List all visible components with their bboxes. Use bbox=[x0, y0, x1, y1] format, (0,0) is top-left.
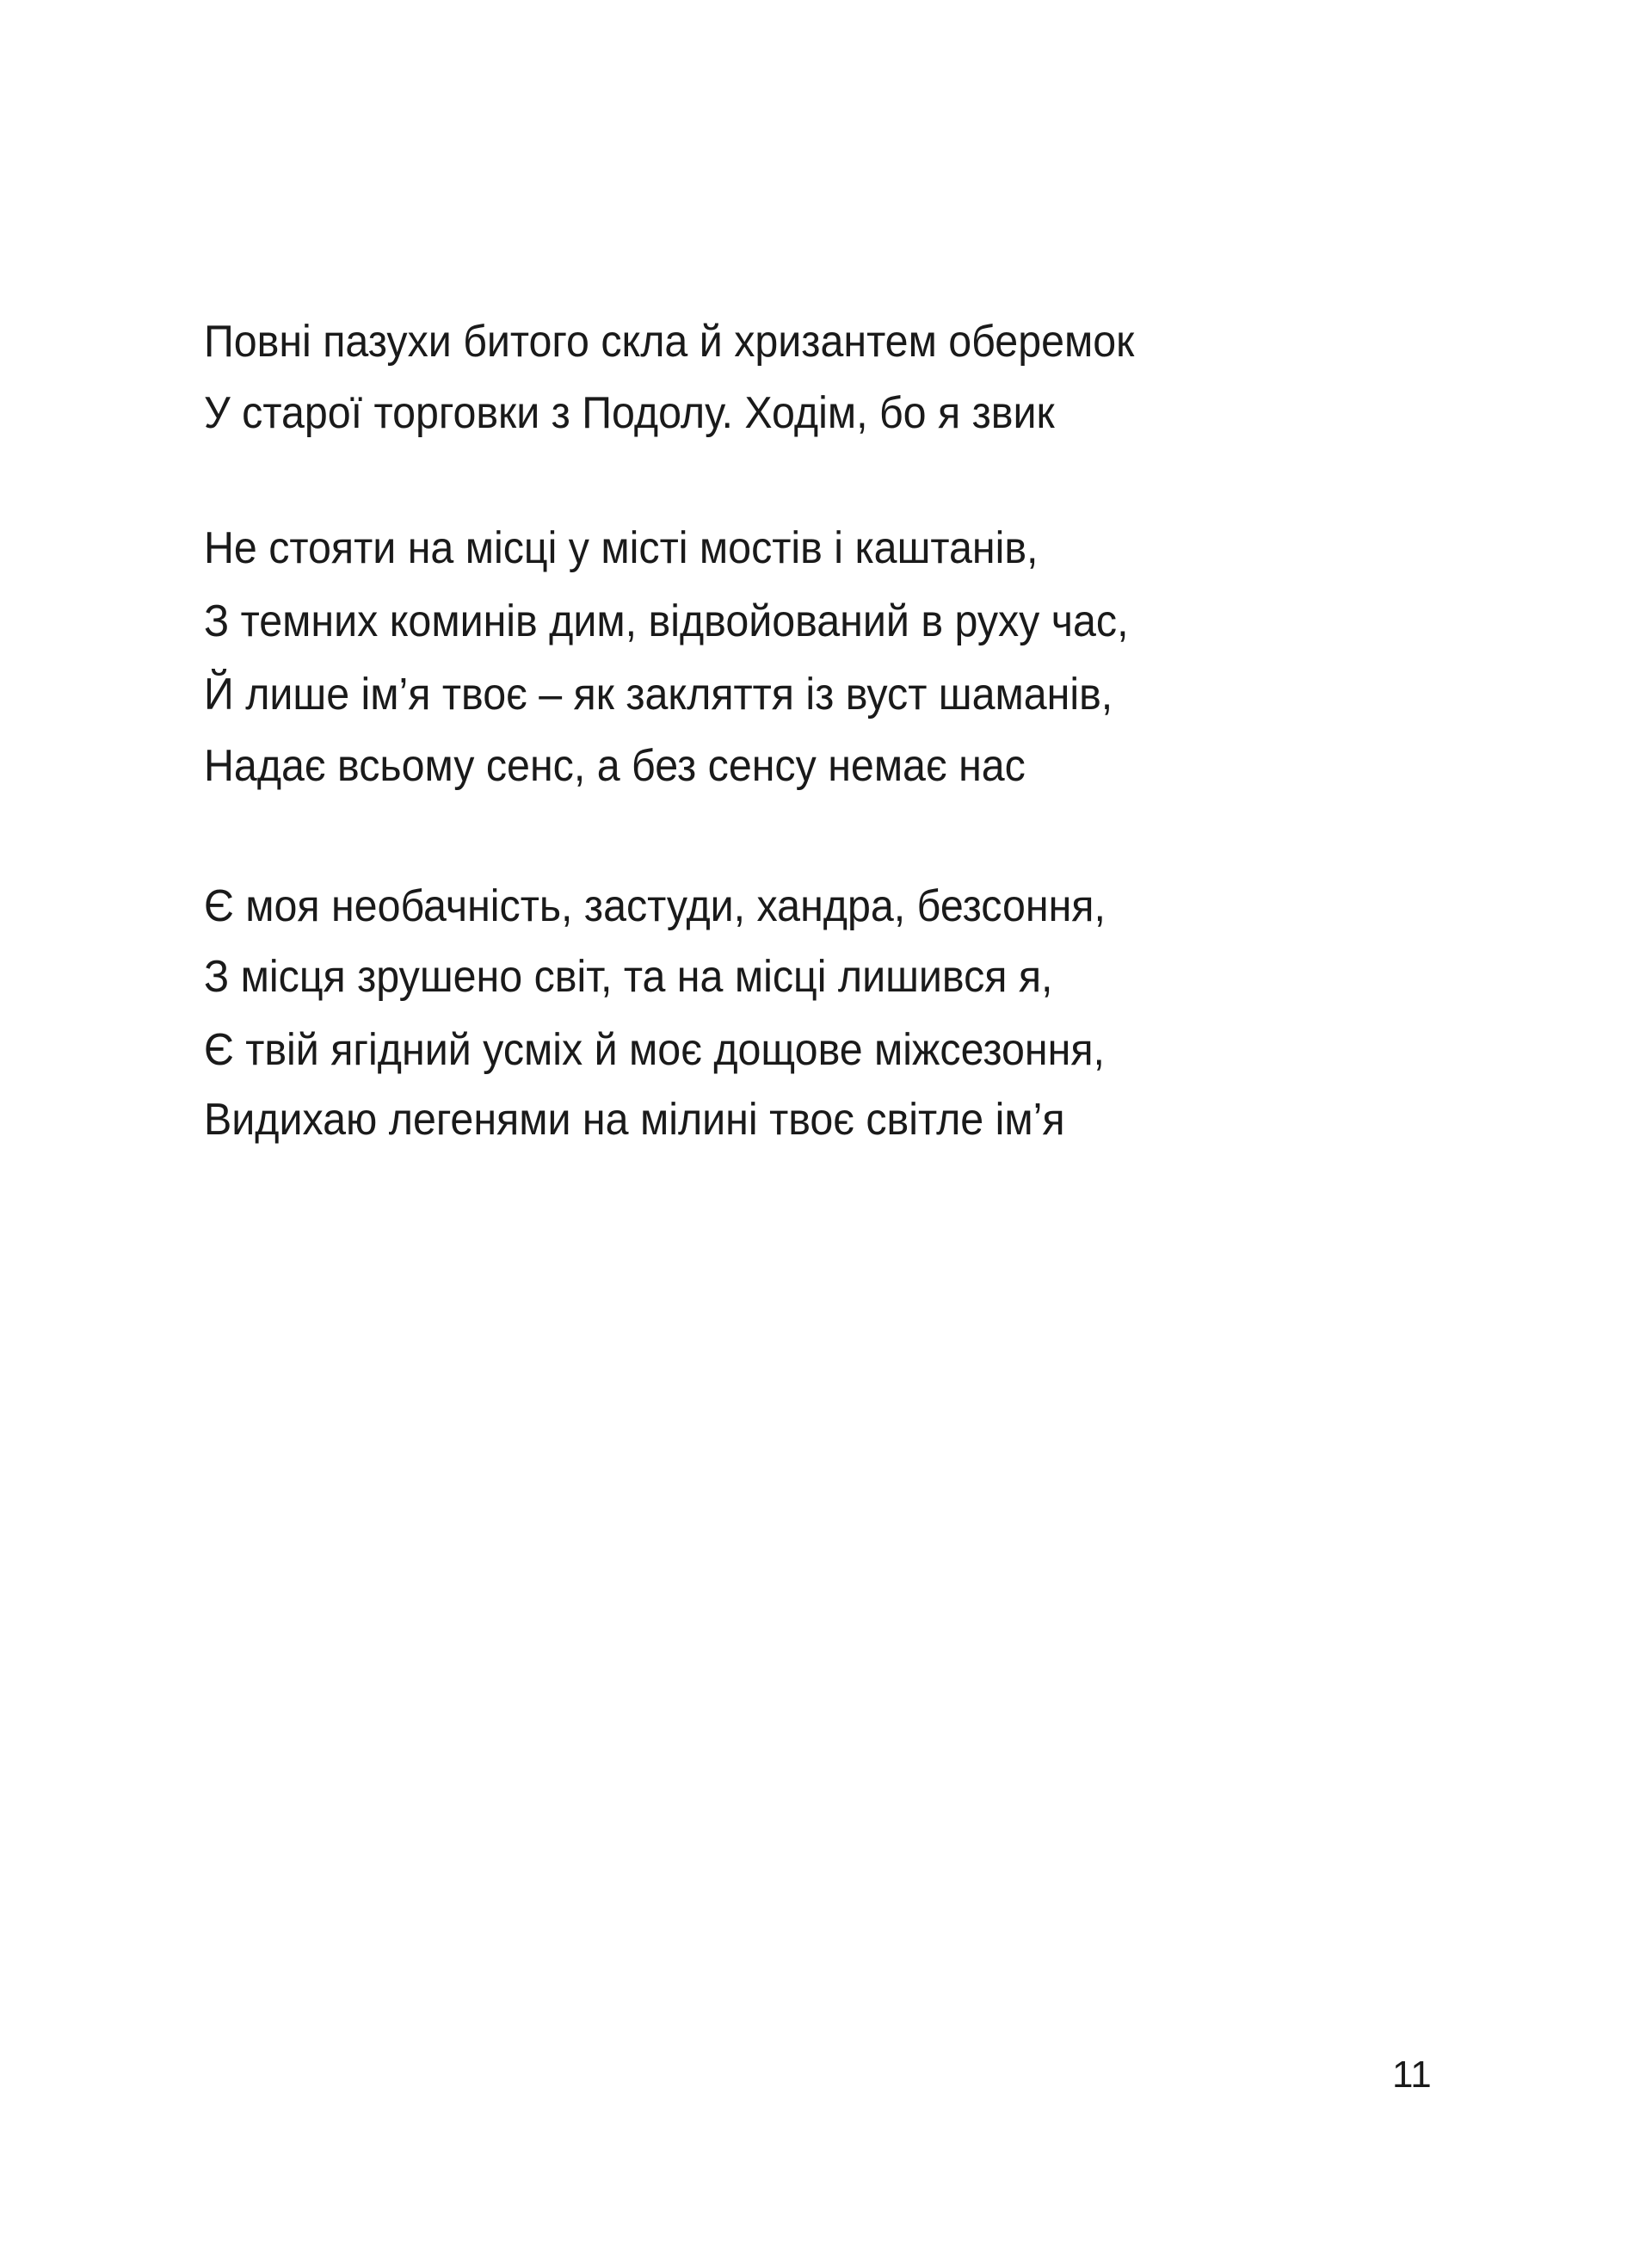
poem-line: Й лише ім’я твоє – як закляття із вуст шаманів, bbox=[204, 670, 1113, 720]
poem-line: У старої торговки з Подолу. Ходім, бо я звик bbox=[204, 388, 1055, 438]
poem-line: З місця зрушено світ, та на місці лишився я, bbox=[204, 952, 1053, 1002]
poem-line: Є твій ягідний усміх й моє дощове міжсезоння, bbox=[204, 1025, 1105, 1075]
poem-line: Повні пазухи битого скла й хризантем оберемок bbox=[204, 317, 1135, 367]
page-number: 11 bbox=[1392, 2054, 1432, 2096]
poem-line: З темних коминів дим, відвойований в руху час, bbox=[204, 596, 1129, 646]
poem-line: Надає всьому сенс, а без сенсу немає нас bbox=[204, 741, 1026, 791]
poem-line: Є моя необачність, застуди, хандра, безсоння, bbox=[204, 881, 1106, 931]
poem-line: Не стояти на місці у місті мостів і каштанів, bbox=[204, 523, 1039, 573]
poem-line: Видихаю легенями на мілині твоє світле ім’я bbox=[204, 1095, 1065, 1145]
